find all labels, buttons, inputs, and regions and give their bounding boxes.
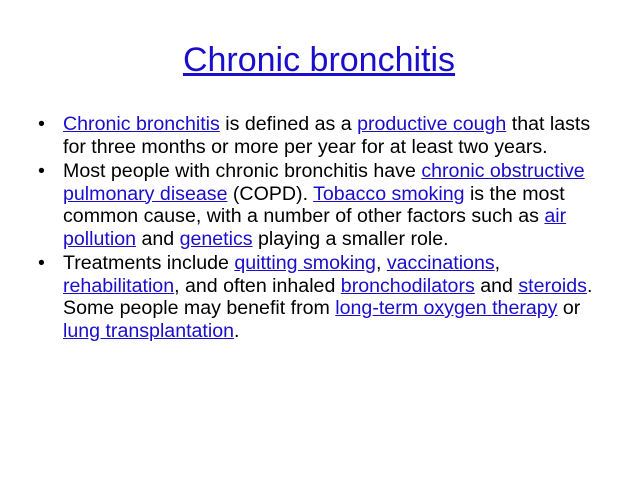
bullet-text: Most people with chronic bronchitis have (63, 160, 422, 182)
bullet-text: or (557, 297, 581, 319)
bullet-text: that lasts for three months or more per year for at least two years. (63, 113, 591, 158)
bullet-text: , (375, 252, 387, 274)
bullet-text: and (474, 274, 519, 297)
link-chronic-bronchitis[interactable]: Chronic bronchitis (63, 113, 220, 135)
bullet-text: , (494, 252, 501, 274)
bullet-text: (COPD). (227, 182, 314, 205)
bullet-icon: • (38, 113, 45, 135)
slide-title (0, 38, 638, 82)
link-steroids[interactable]: steroids (518, 274, 587, 297)
bullet-text: playing a smaller role. (252, 227, 449, 250)
bullet-text: . Some people may benefit from (63, 274, 593, 319)
bullet-text: , and often inhaled (174, 274, 341, 297)
bullet-icon: • (38, 160, 45, 182)
bullet-item-3 (38, 252, 598, 342)
bullet-text: . (234, 319, 240, 342)
link-genetics[interactable]: genetics (179, 227, 253, 250)
bullet-item-2 (38, 160, 598, 250)
bullet-icon: • (38, 252, 45, 274)
title-link[interactable]: Chronic bronchitis (182, 41, 456, 79)
link-rehabilitation[interactable]: rehabilitation (63, 274, 175, 297)
link-copd[interactable]: chronic obstructive pulmonary disease (63, 160, 585, 205)
bullet-text: Treatments include (63, 252, 235, 274)
link-vaccinations[interactable]: vaccinations (386, 252, 495, 274)
link-bronchodilators[interactable]: bronchodilators (340, 274, 475, 297)
bullet-list (38, 113, 598, 344)
link-productive-cough[interactable]: productive cough (357, 113, 507, 135)
link-lung-transplantation[interactable]: lung transplantation (63, 319, 235, 342)
link-tobacco-smoking[interactable]: Tobacco smoking (313, 182, 465, 205)
link-air-pollution[interactable]: air pollution (63, 205, 567, 250)
bullet-text: is the most common cause, with a number of other factors such as (63, 182, 565, 227)
link-oxygen-therapy[interactable]: long-term oxygen therapy (335, 297, 558, 319)
link-quitting-smoking[interactable]: quitting smoking (234, 252, 376, 274)
bullet-item-1 (38, 113, 598, 158)
bullet-text: is defined as a (219, 113, 358, 135)
bullet-text: and (136, 227, 180, 250)
